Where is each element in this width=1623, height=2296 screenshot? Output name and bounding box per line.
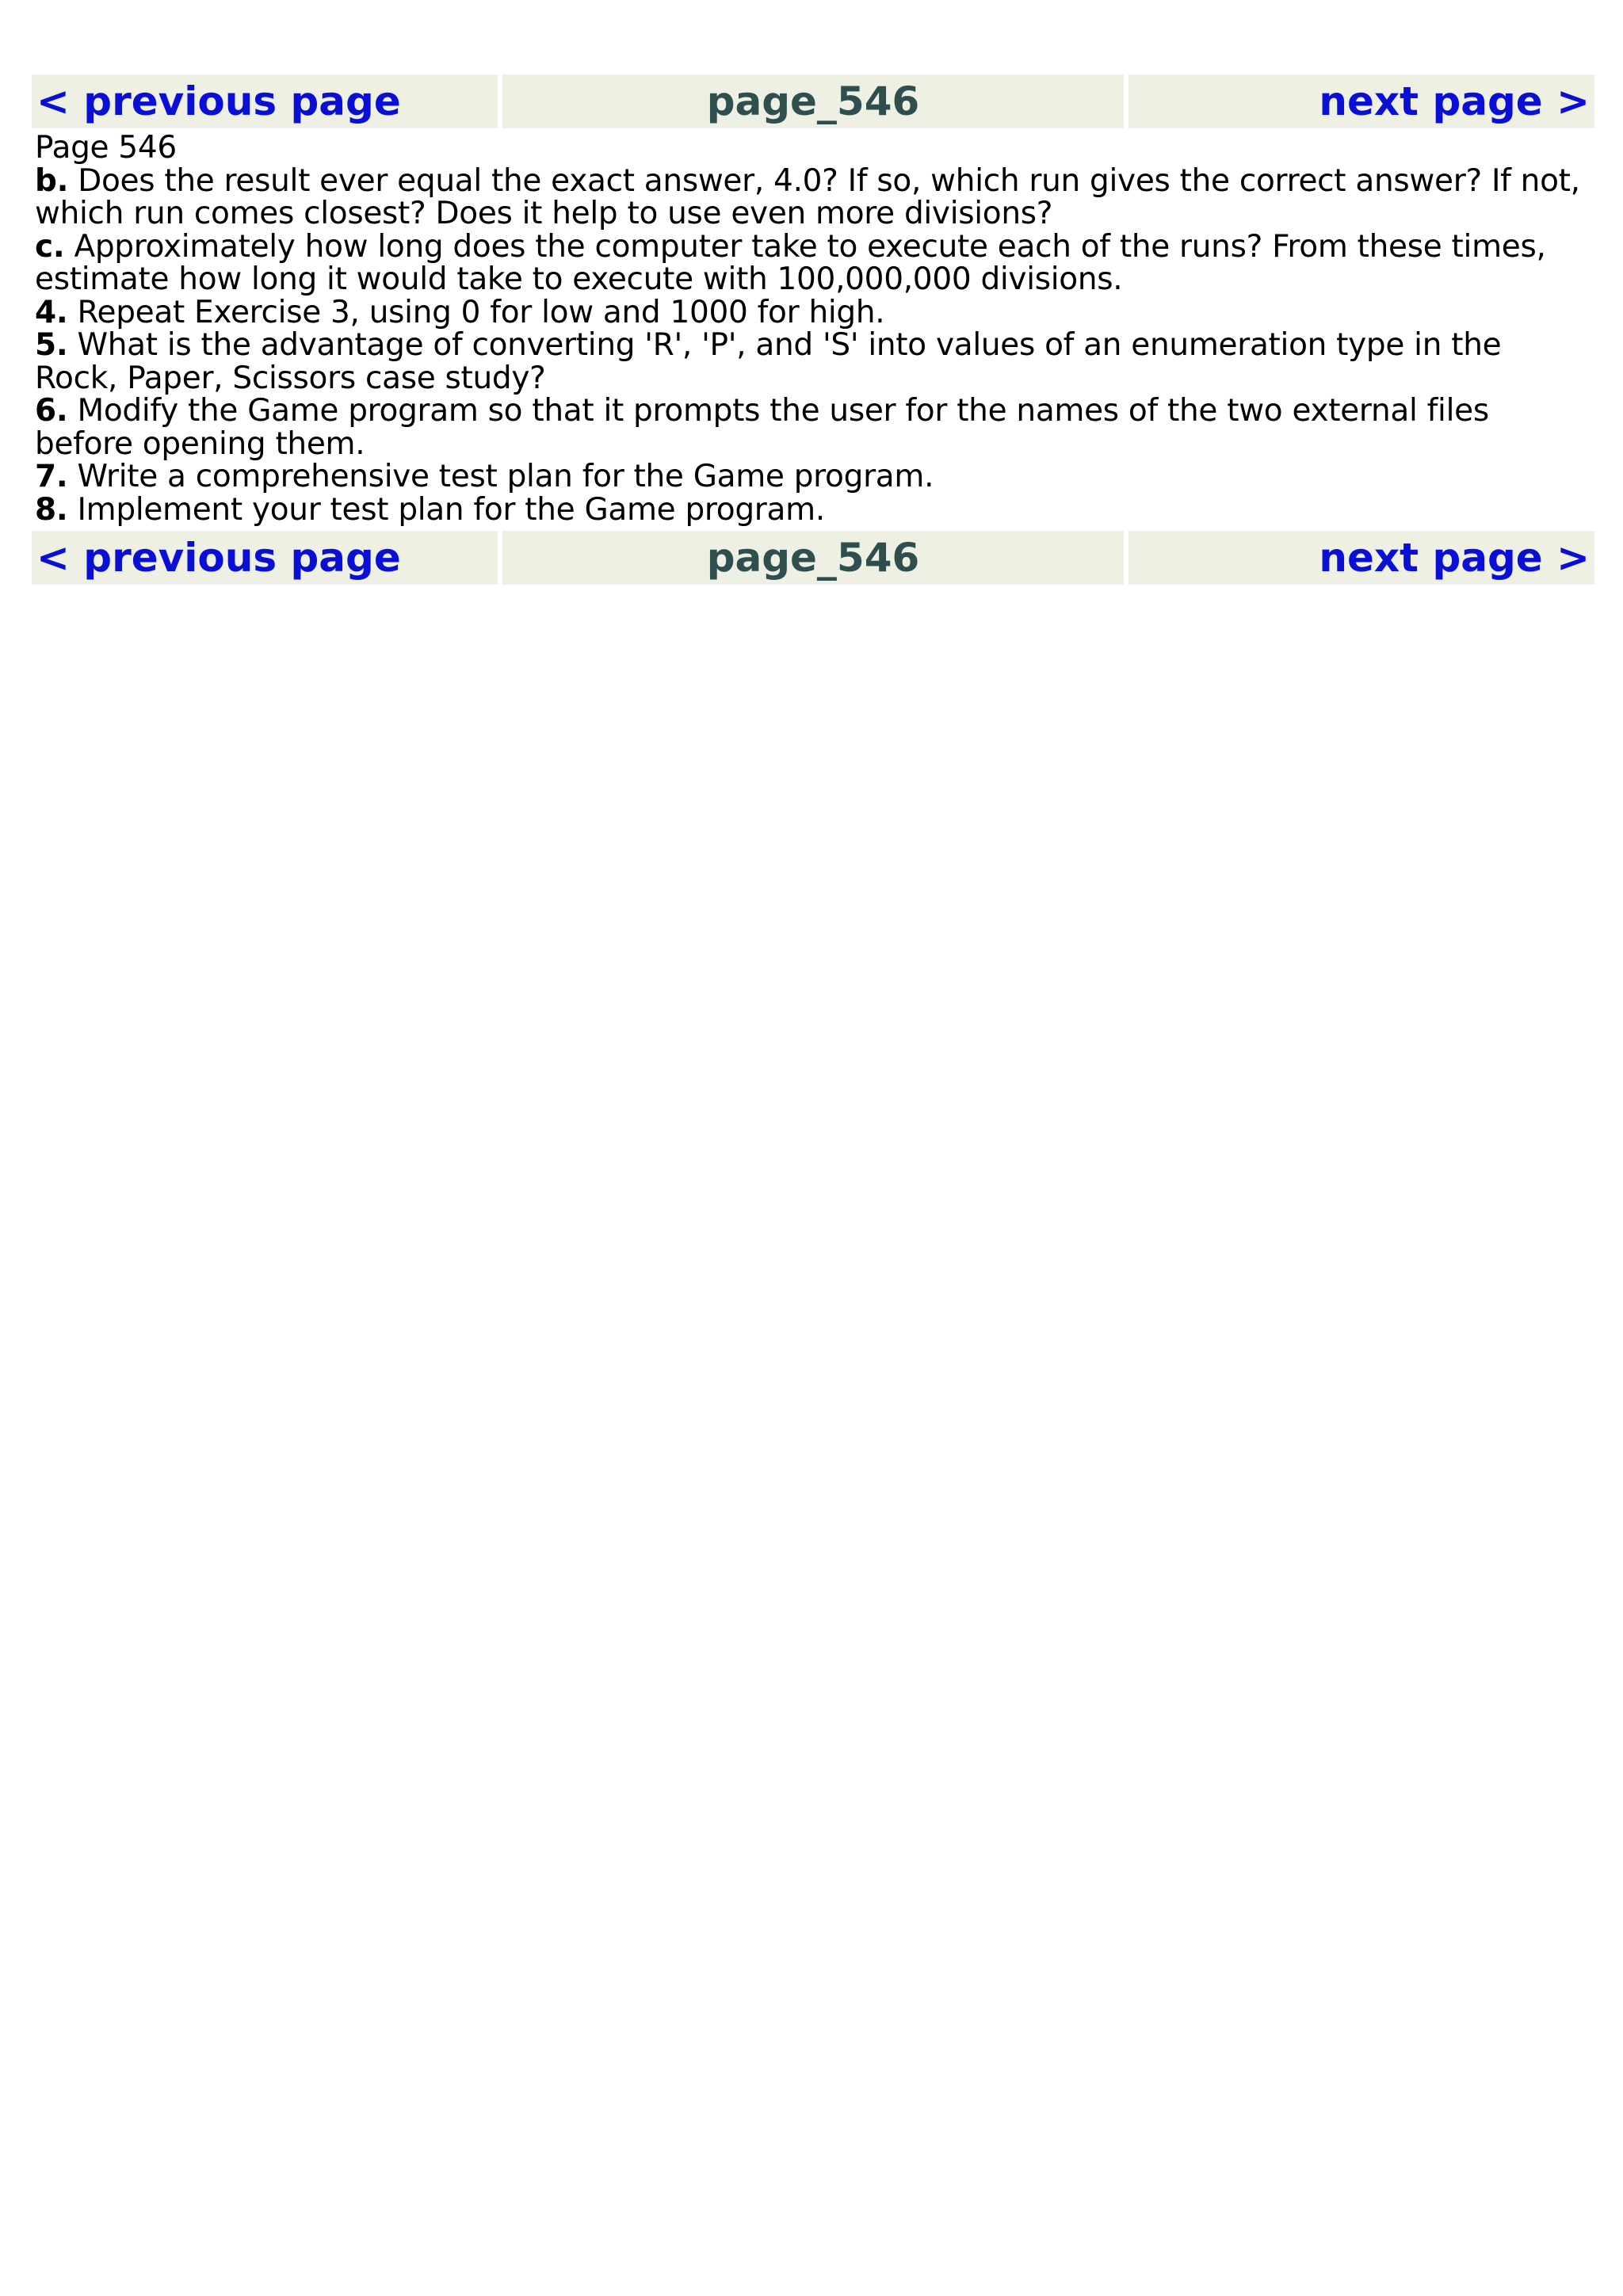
- next-page-link[interactable]: next page >: [1128, 531, 1594, 585]
- exercise-number: 4.: [35, 294, 68, 330]
- exercise-text: What is the advantage of converting 'R', 'P', and 'S' into values of an enumeration type in the Rock, Paper, Scissors case study?: [35, 327, 1502, 396]
- page-identifier: page_546: [502, 531, 1124, 585]
- exercise-item-7: [35, 460, 1591, 494]
- exercise-item-8: [35, 491, 1591, 528]
- next-page-link[interactable]: next page >: [1128, 74, 1594, 128]
- exercise-item-c: [35, 228, 1591, 297]
- exercise-text: Write a comprehensive test plan for the Game program.: [77, 459, 934, 494]
- exercise-item-5: [35, 329, 1591, 395]
- exercise-item-6: [35, 395, 1591, 460]
- exercise-number: c.: [35, 228, 65, 265]
- exercise-number: 7.: [35, 459, 68, 494]
- exercise-number: b.: [35, 162, 69, 199]
- previous-page-link[interactable]: < previous page: [32, 74, 498, 128]
- bottom-navigation-bar: [32, 531, 1594, 585]
- exercise-text: Repeat Exercise 3, using 0 for low and 1000 for high.: [77, 294, 885, 330]
- page-identifier: page_546: [502, 74, 1124, 128]
- exercise-item-b: [35, 162, 1591, 231]
- exercise-text: Modify the Game program so that it prompts the user for the names of the two external files before opening them.: [35, 393, 1489, 462]
- exercise-text: Does the result ever equal the exact answer, 4.0? If so, which run gives the correct answer? If not, which run comes closest? Does it help to use even more divisions?: [35, 162, 1580, 231]
- exercise-number: 6.: [35, 393, 68, 429]
- document-page: [32, 74, 1594, 585]
- exercise-number: 8.: [35, 491, 68, 528]
- exercise-text: Implement your test plan for the Game program.: [77, 491, 825, 528]
- exercise-text: Approximately how long does the computer take to execute each of the runs? From these times, estimate how long it would take to execute with 100,000,000 divisions.: [35, 228, 1546, 297]
- page-content: [32, 128, 1594, 531]
- exercise-number: 5.: [35, 327, 68, 363]
- top-navigation-bar: [32, 74, 1594, 128]
- exercise-item-4: [35, 296, 1591, 330]
- previous-page-link[interactable]: < previous page: [32, 531, 498, 585]
- page-number-label: Page 546: [35, 130, 177, 166]
